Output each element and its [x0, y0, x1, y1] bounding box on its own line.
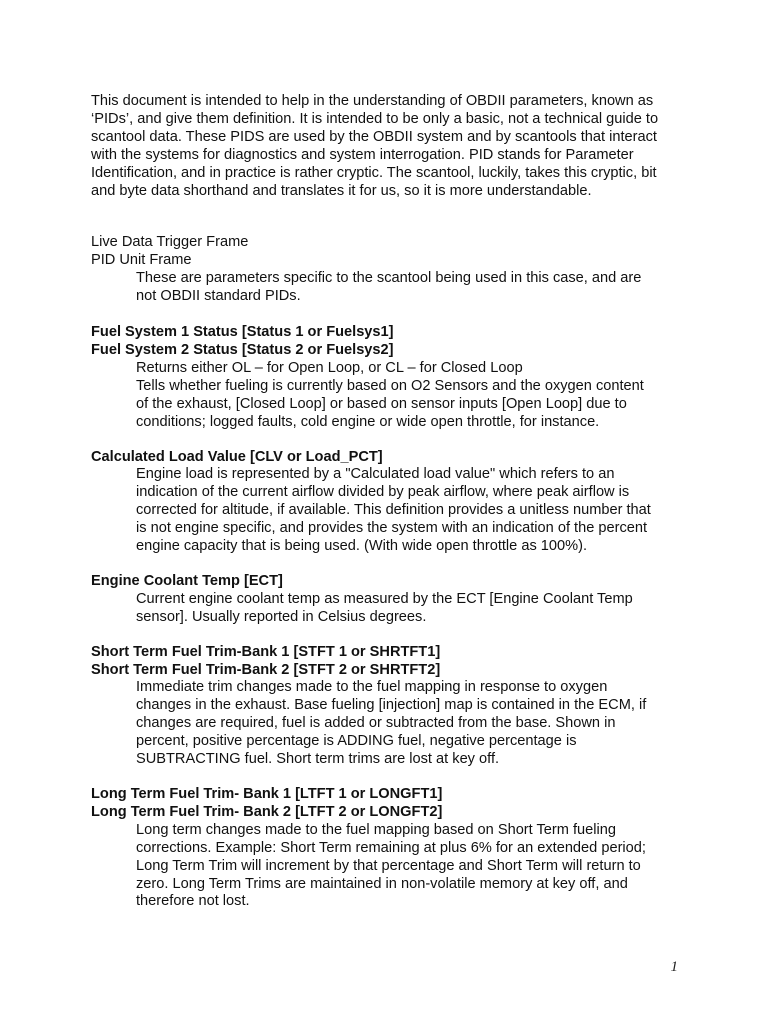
section-heading: Long Term Fuel Trim- Bank 2 [LTFT 2 or LONGFT2] — [91, 803, 443, 820]
section-heading: Fuel System 1 Status [Status 1 or Fuelsys1] — [91, 324, 394, 341]
live-data-trigger-frame-heading: Live Data Trigger Frame — [91, 234, 249, 251]
page-number: 1 — [670, 959, 678, 975]
section-heading: Calculated Load Value [CLV or Load_PCT] — [91, 448, 383, 465]
pid-unit-frame-heading: PID Unit Frame — [91, 252, 192, 269]
section-body: Current engine coolant temp as measured by the ECT [Engine Coolant Temp sensor]. Usually reported in Celsius degrees. — [136, 590, 633, 625]
section-engine-coolant-temp — [91, 573, 691, 627]
section-heading: Short Term Fuel Trim-Bank 1 [STFT 1 or SHRTFT1] — [91, 643, 441, 660]
section-short-term-fuel-trim — [91, 644, 691, 769]
section-heading: Fuel System 2 Status [Status 2 or Fuelsys2] — [91, 341, 394, 358]
frame-headings — [91, 234, 691, 306]
intro-paragraph: This document is intended to help in the understanding of OBDII parameters, known as ‘PIDs’, and give them definition. It is intended to be only a basic, not a technical guide to scantool data. These PIDS are used by the OBDII system and by scantools that interact with the systems for diagnostics and system interrogation. PID stands for Parameter Identification, and in practice is rather cryptic. The scantool, luckily, takes this cryptic, bit and byte data shorthand and translates it for us, so it is more understandable. — [91, 93, 659, 199]
document-page — [91, 93, 691, 911]
section-body: Immediate trim changes made to the fuel mapping in response to oxygen changes in the exhaust. Base fueling [injection] map is contained in the ECM, if changes are required, fuel is added or subtracted from the base. Shown in percent, positive percentage is ADDING fuel, negative percentage is SUBTRACTING fuel. Short term trims are lost at key off. — [136, 679, 647, 768]
section-heading: Long Term Fuel Trim- Bank 1 [LTFT 1 or LONGFT1] — [91, 786, 443, 802]
section-heading: Engine Coolant Temp [ECT] — [91, 572, 283, 589]
frame-note: These are parameters specific to the scantool being used in this case, and are not OBDII standard PIDs. — [136, 270, 642, 305]
section-body: Returns either OL – for Open Loop, or CL – for Closed Loop Tells whether fueling is currently based on O2 Sensors and the oxygen content of the exhaust, [Closed Loop] or based on sensor inputs [Open Loop] due to conditions; logged faults, cold engine or wide open throttle, for instance. — [136, 359, 644, 430]
section-body: Engine load is represented by a "Calculated load value" which refers to an indication of the current airflow divided by peak airflow, where peak airflow is corrected for altitude, if available. This definition provides a unitless number that is not engine specific, and provides the system with an indication of the percent engine capacity that is being used. (With wide open throttle as 100%). — [136, 466, 651, 555]
section-body: Long term changes made to the fuel mapping based on Short Term fueling corrections. Example: Short Term remaining at plus 6% for an extended period; Long Term Trim will increment by that percentage and Short Term will return to zero. Long Term Trims are maintained in non-volatile memory at key off, and therefore not lost. — [136, 821, 646, 910]
section-fuel-system-status — [91, 324, 691, 431]
section-heading: Short Term Fuel Trim-Bank 2 [STFT 2 or SHRTFT2] — [91, 661, 441, 678]
section-long-term-fuel-trim — [91, 786, 691, 911]
section-calculated-load-value — [91, 449, 691, 556]
